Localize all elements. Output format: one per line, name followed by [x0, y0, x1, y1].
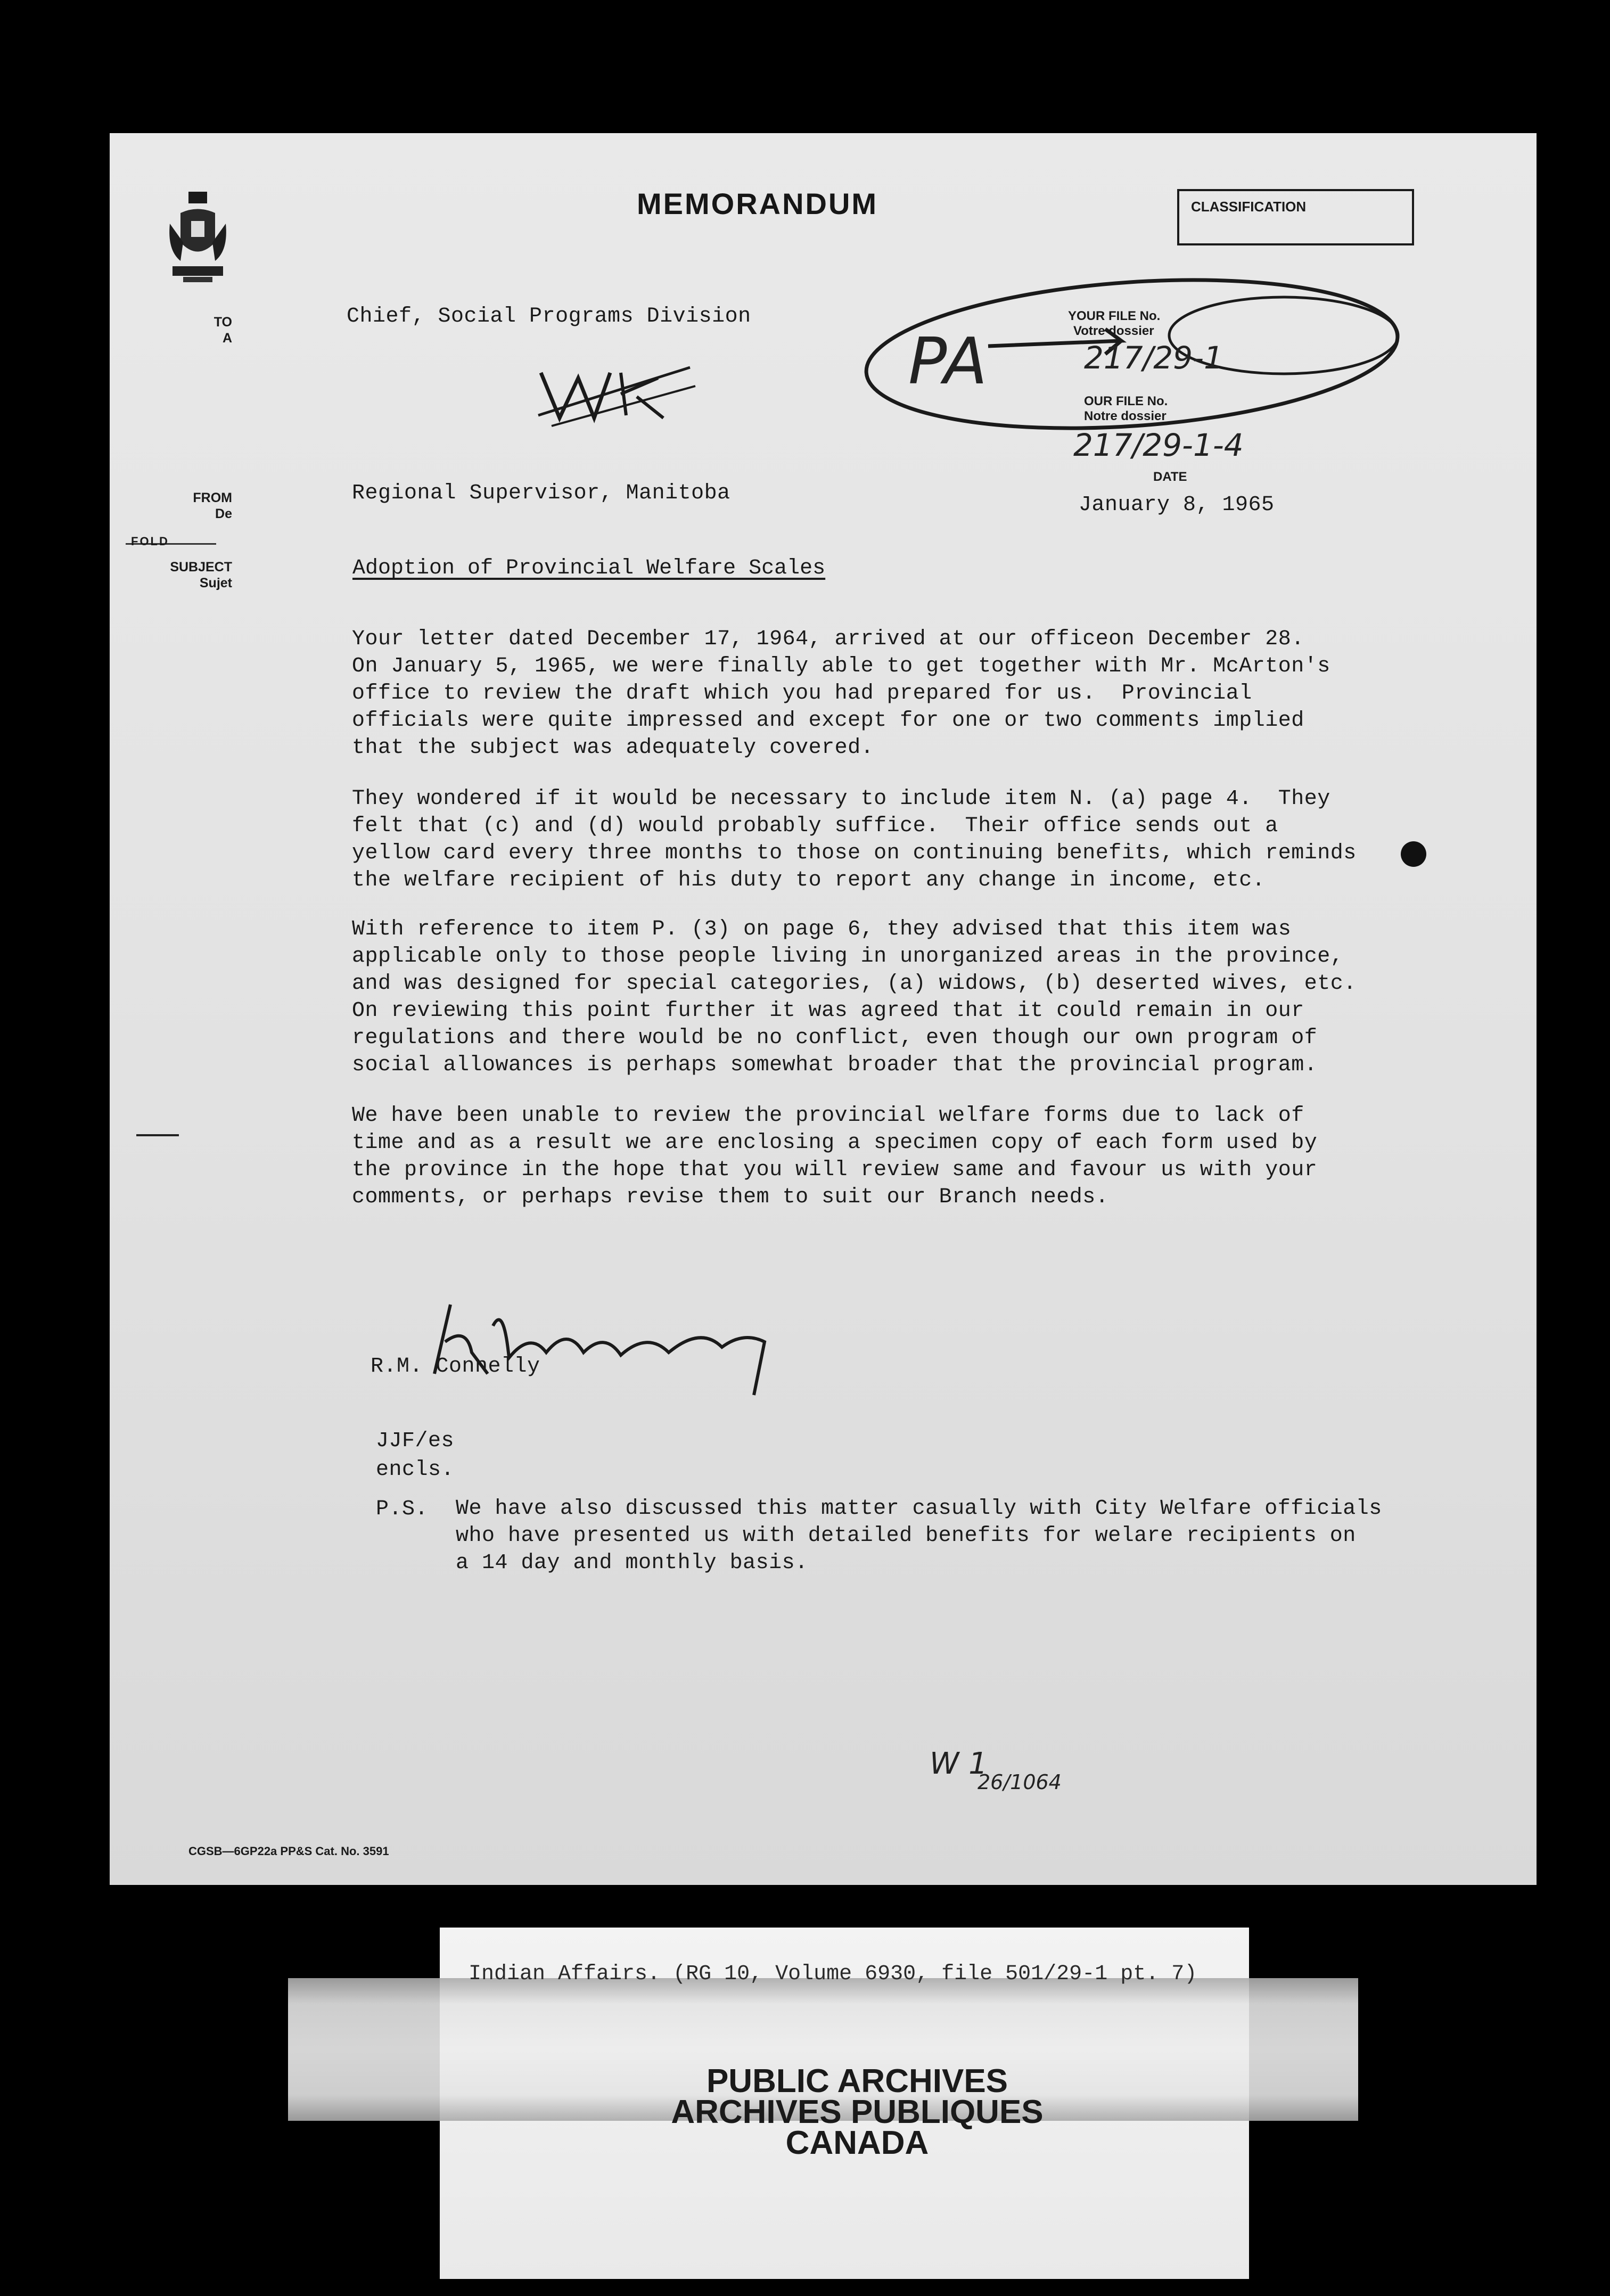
our-file-label-en: OUR FILE No.: [1084, 394, 1168, 408]
typist-initials: JJF/es: [376, 1429, 455, 1453]
ps-text: We have also discussed this matter casually with City Welfare officials who have presented us with detailed benefits for welare recipients on a 14 day and monthly basis.: [456, 1497, 1382, 1575]
classification-label: CLASSIFICATION: [1191, 199, 1307, 215]
from-label-en: FROM: [193, 490, 232, 505]
memo-date: January 8, 1965: [1079, 493, 1275, 517]
archive-stamp-line1: PUBLIC ARCHIVES: [706, 2063, 1008, 2100]
our-file-label: [1084, 394, 1168, 424]
our-file-number: 217/29-1-4: [1073, 427, 1244, 463]
your-file-label-en: YOUR FILE No.: [1068, 309, 1161, 323]
memo-subject: Adoption of Provincial Welfare Scales: [352, 556, 826, 580]
signature-handwritten: [424, 1294, 807, 1406]
memo-page: [110, 133, 1537, 1885]
signatory-name: R.M. Connelly: [371, 1355, 540, 1379]
from-label: [152, 490, 232, 522]
body-paragraph-1: Your letter dated December 17, 1964, arrived at our officeon December 28. On January 5, 1965, we were finally able to get together with Mr. McArton's office to review the draft which you had prepared for us. Provincial officials were quite impressed and except for one or two comments implied that the subject was adequately covered.: [352, 627, 1330, 760]
to-recipient: Chief, Social Programs Division: [347, 305, 751, 329]
subject-label-en: SUBJECT: [170, 560, 232, 575]
form-code: CGSB—6GP22a PP&S Cat. No. 3591: [188, 1844, 389, 1858]
to-label-fr: A: [222, 331, 232, 346]
coat-of-arms-icon: [167, 192, 228, 285]
ps-label: P.S.: [376, 1497, 429, 1521]
enclosures-note: encls.: [376, 1458, 455, 1482]
pa-handwritten: PA: [908, 325, 988, 399]
handwritten-initials-mark: [536, 357, 711, 431]
from-sender: Regional Supervisor, Manitoba: [352, 481, 730, 505]
body-paragraph-2: They wondered if it would be necessary to include item N. (a) page 4. They felt that (c) and (d) would probably suffice. Their office sends out a yellow card every three months to those on continuing benefits, which reminds the welfare recipient of his duty to report any change in income, etc.: [352, 787, 1357, 892]
classification-box: [1177, 189, 1414, 245]
to-label-en: TO: [213, 315, 232, 330]
your-file-label-fr: Votre dossier: [1073, 324, 1154, 338]
to-label: [152, 314, 232, 346]
subject-label: [152, 559, 232, 591]
archive-reference: Indian Affairs. (RG 10, Volume 6930, file 501/29-1 pt. 7): [469, 1962, 1197, 1986]
memo-title: MEMORANDUM: [637, 187, 878, 220]
your-file-number: 217/29-1: [1084, 340, 1223, 376]
archive-stamp-line3: CANADA: [785, 2125, 929, 2161]
handwritten-note-line1: W 1: [930, 1746, 988, 1781]
margin-dash: [136, 1134, 179, 1136]
date-label: DATE: [1153, 470, 1187, 484]
fold-label: FOLD: [131, 535, 169, 548]
subject-label-fr: Sujet: [199, 576, 232, 591]
archive-stamp-line2: ARCHIVES PUBLIQUES: [671, 2094, 1044, 2130]
our-file-label-fr: Notre dossier: [1084, 409, 1167, 423]
body-paragraph-3: With reference to item P. (3) on page 6, they advised that this item was applicable only to those people living in unorganized areas in the province, and was designed for special categories, (a) widows, (b) deserted wives, etc. On reviewing this point further it was agreed that it could remain in our regulations and there would be no conflict, even though our own program of social allowances is perhaps somewhat broader that the provincial program.: [352, 917, 1357, 1077]
punch-hole-dot: [1401, 841, 1426, 867]
from-label-fr: De: [215, 506, 232, 521]
body-paragraph-4: We have been unable to review the provincial welfare forms due to lack of time and as a result we are enclosing a specimen copy of each form used by the province in the hope that you will review same and favour us with your comments, or perhaps revise them to suit our Branch needs.: [352, 1104, 1318, 1209]
handwritten-note-line2: 26/1064: [978, 1770, 1062, 1794]
your-file-label: [1068, 309, 1160, 339]
